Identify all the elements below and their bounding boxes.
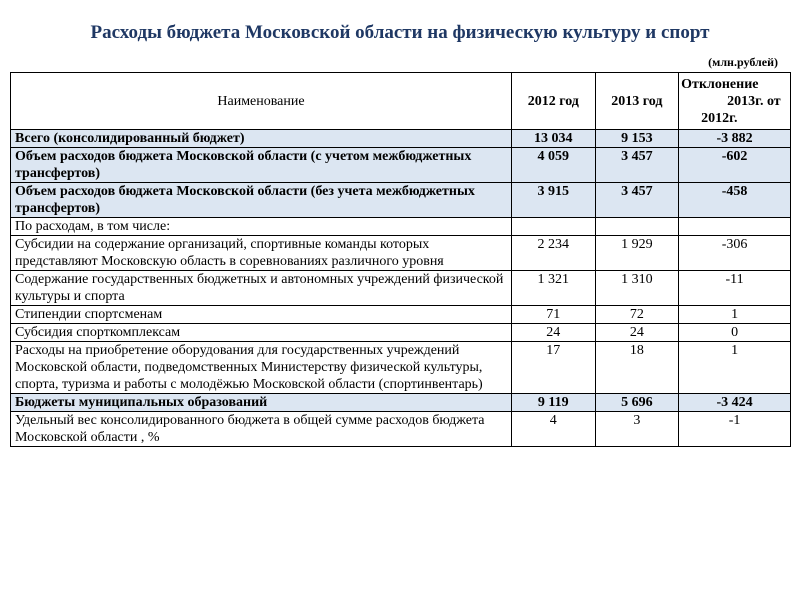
table-row	[11, 394, 791, 412]
header-deviation-line1: Отклонение	[681, 76, 759, 92]
cell-deviation: -11	[679, 271, 791, 306]
cell-2013: 3	[595, 412, 679, 447]
cell-2013: 18	[595, 342, 679, 394]
header-deviation-line3: 2012г.	[701, 110, 738, 126]
table-row	[11, 412, 791, 447]
cell-deviation: -602	[679, 148, 791, 183]
cell-name: Стипендии спортсменам	[11, 306, 512, 324]
cell-2013: 24	[595, 324, 679, 342]
cell-2012: 71	[511, 306, 595, 324]
table-row	[11, 324, 791, 342]
table-row	[11, 236, 791, 271]
cell-deviation: 1	[679, 342, 791, 394]
cell-2012	[511, 218, 595, 236]
cell-2013: 3 457	[595, 183, 679, 218]
cell-2012: 1 321	[511, 271, 595, 306]
cell-name: Субсидия спорткомплексам	[11, 324, 512, 342]
cell-2012: 3 915	[511, 183, 595, 218]
cell-2012: 2 234	[511, 236, 595, 271]
cell-deviation: 1	[679, 306, 791, 324]
cell-deviation: -458	[679, 183, 791, 218]
cell-2012: 4 059	[511, 148, 595, 183]
cell-2012: 24	[511, 324, 595, 342]
cell-2012: 4	[511, 412, 595, 447]
cell-2013: 72	[595, 306, 679, 324]
header-2013: 2013 год	[595, 73, 679, 130]
header-name: Наименование	[11, 73, 512, 130]
table-row	[11, 271, 791, 306]
cell-name: Объем расходов бюджета Московской области (с учетом межбюджетных трансфертов)	[11, 148, 512, 183]
table-row	[11, 130, 791, 148]
cell-name: Содержание государственных бюджетных и автономных учреждений физической культуры и спорта	[11, 271, 512, 306]
cell-deviation: -1	[679, 412, 791, 447]
cell-deviation: 0	[679, 324, 791, 342]
cell-2012: 13 034	[511, 130, 595, 148]
cell-2013: 1 310	[595, 271, 679, 306]
table-row	[11, 306, 791, 324]
cell-2013: 3 457	[595, 148, 679, 183]
cell-deviation: -3 882	[679, 130, 791, 148]
cell-name: Всего (консолидированный бюджет)	[11, 130, 512, 148]
cell-2013: 5 696	[595, 394, 679, 412]
table-row	[11, 218, 791, 236]
cell-deviation: -306	[679, 236, 791, 271]
table-row	[11, 148, 791, 183]
page-title: Расходы бюджета Московской области на физическую культуру и спорт	[90, 22, 710, 43]
header-deviation-line2: 2013г. от	[727, 93, 781, 109]
cell-deviation: -3 424	[679, 394, 791, 412]
cell-name: По расходам, в том числе:	[11, 218, 512, 236]
cell-name: Субсидии на содержание организаций, спортивные команды которых представляют Московскую область в соревнованиях различного уровня	[11, 236, 512, 271]
cell-2013: 1 929	[595, 236, 679, 271]
budget-table	[10, 72, 791, 447]
units-label: (млн.рублей)	[708, 55, 778, 69]
table-header-row	[11, 73, 791, 130]
header-deviation	[679, 73, 791, 130]
cell-name: Объем расходов бюджета Московской области (без учета межбюджетных трансфертов)	[11, 183, 512, 218]
cell-name: Удельный вес консолидированного бюджета в общей сумме расходов бюджета Московской области , %	[11, 412, 512, 447]
cell-name: Расходы на приобретение оборудования для государственных учреждений Московской области, подведомственных Министерству физической культуры, спорта, туризма и работы с молодёжью Московской области (спортинвентарь)	[11, 342, 512, 394]
header-2012: 2012 год	[511, 73, 595, 130]
cell-2012: 9 119	[511, 394, 595, 412]
cell-deviation	[679, 218, 791, 236]
cell-2013	[595, 218, 679, 236]
table-row	[11, 342, 791, 394]
cell-2012: 17	[511, 342, 595, 394]
cell-name: Бюджеты муниципальных образований	[11, 394, 512, 412]
cell-2013: 9 153	[595, 130, 679, 148]
table-row	[11, 183, 791, 218]
